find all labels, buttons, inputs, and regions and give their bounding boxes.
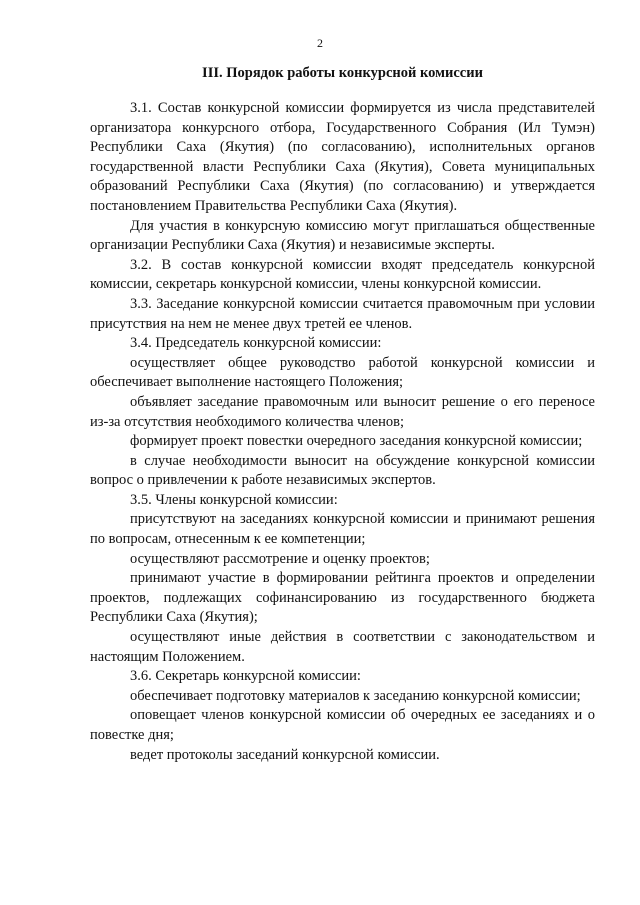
member-duty-2: осуществляют рассмотрение и оценку проектов;	[130, 550, 430, 567]
chairman-duty-2: объявляет заседание правомочным или выносит решение о его переносе из-за отсутствия необходимого количества членов;	[90, 393, 595, 430]
paragraph-invited-participants: Для участия в конкурсную комиссию могут приглашаться общественные организации Республики Саха (Якутия) и независимые эксперты.	[90, 217, 595, 254]
paragraph-3-6: 3.6. Секретарь конкурсной комиссии:	[130, 668, 361, 685]
section-heading: III. Порядок работы конкурсной комиссии	[202, 65, 483, 81]
member-duty-3: принимают участие в формировании рейтинга проектов и определении проектов, подлежащих софинансированию из государственного бюджета Республики Саха (Якутия);	[90, 570, 595, 626]
document-body	[90, 99, 595, 765]
paragraph-3-4: 3.4. Председатель конкурсной комиссии:	[130, 335, 382, 352]
paragraph-3-1: 3.1. Состав конкурсной комиссии формируется из числа представителей организатора конкурсного отбора, Государственного Собрания (Ил Тумэн) Республики Саха (Якутия) (по согласованию), исполнительных органов государственной власти Республики Саха (Якутия), Совета муниципальных образований Республики Саха (Якутия) (по согласованию) и утверждается постановлением Правительства Республики Саха (Якутия).	[90, 100, 595, 214]
secretary-duty-2: оповещает членов конкурсной комиссии об очередных ее заседаниях и о повестке дня;	[90, 707, 595, 743]
member-duty-1: присутствуют на заседаниях конкурсной комиссии и принимают решения по вопросам, отнесенным к ее компетенции;	[90, 511, 595, 548]
paragraph-3-2: 3.2. В состав конкурсной комиссии входят председатель конкурсной комиссии, секретарь конкурсной комиссии, члены конкурсной комиссии.	[90, 256, 595, 293]
chairman-duty-1: осуществляет общее руководство работой конкурсной комиссии и обеспечивает выполнение настоящего Положения;	[90, 354, 595, 391]
chairman-duty-3: формирует проект повестки очередного заседания конкурсной комиссии;	[130, 433, 583, 450]
paragraph-3-3: 3.3. Заседание конкурсной комиссии считается правомочным при условии присутствия на нем не менее двух третей ее членов.	[90, 295, 595, 332]
secretary-duty-3: ведет протоколы заседаний конкурсной комиссии.	[130, 746, 440, 763]
chairman-duty-4: в случае необходимости выносит на обсуждение конкурсной комиссии вопрос о привлечении к работе независимых экспертов.	[90, 452, 595, 489]
paragraph-3-5: 3.5. Члены конкурсной комиссии:	[130, 491, 338, 508]
secretary-duty-1: обеспечивает подготовку материалов к заседанию конкурсной комиссии;	[130, 687, 581, 704]
page-number: 2	[317, 36, 323, 50]
member-duty-4: осуществляют иные действия в соответствии с законодательством и настоящим Положением.	[90, 629, 595, 665]
